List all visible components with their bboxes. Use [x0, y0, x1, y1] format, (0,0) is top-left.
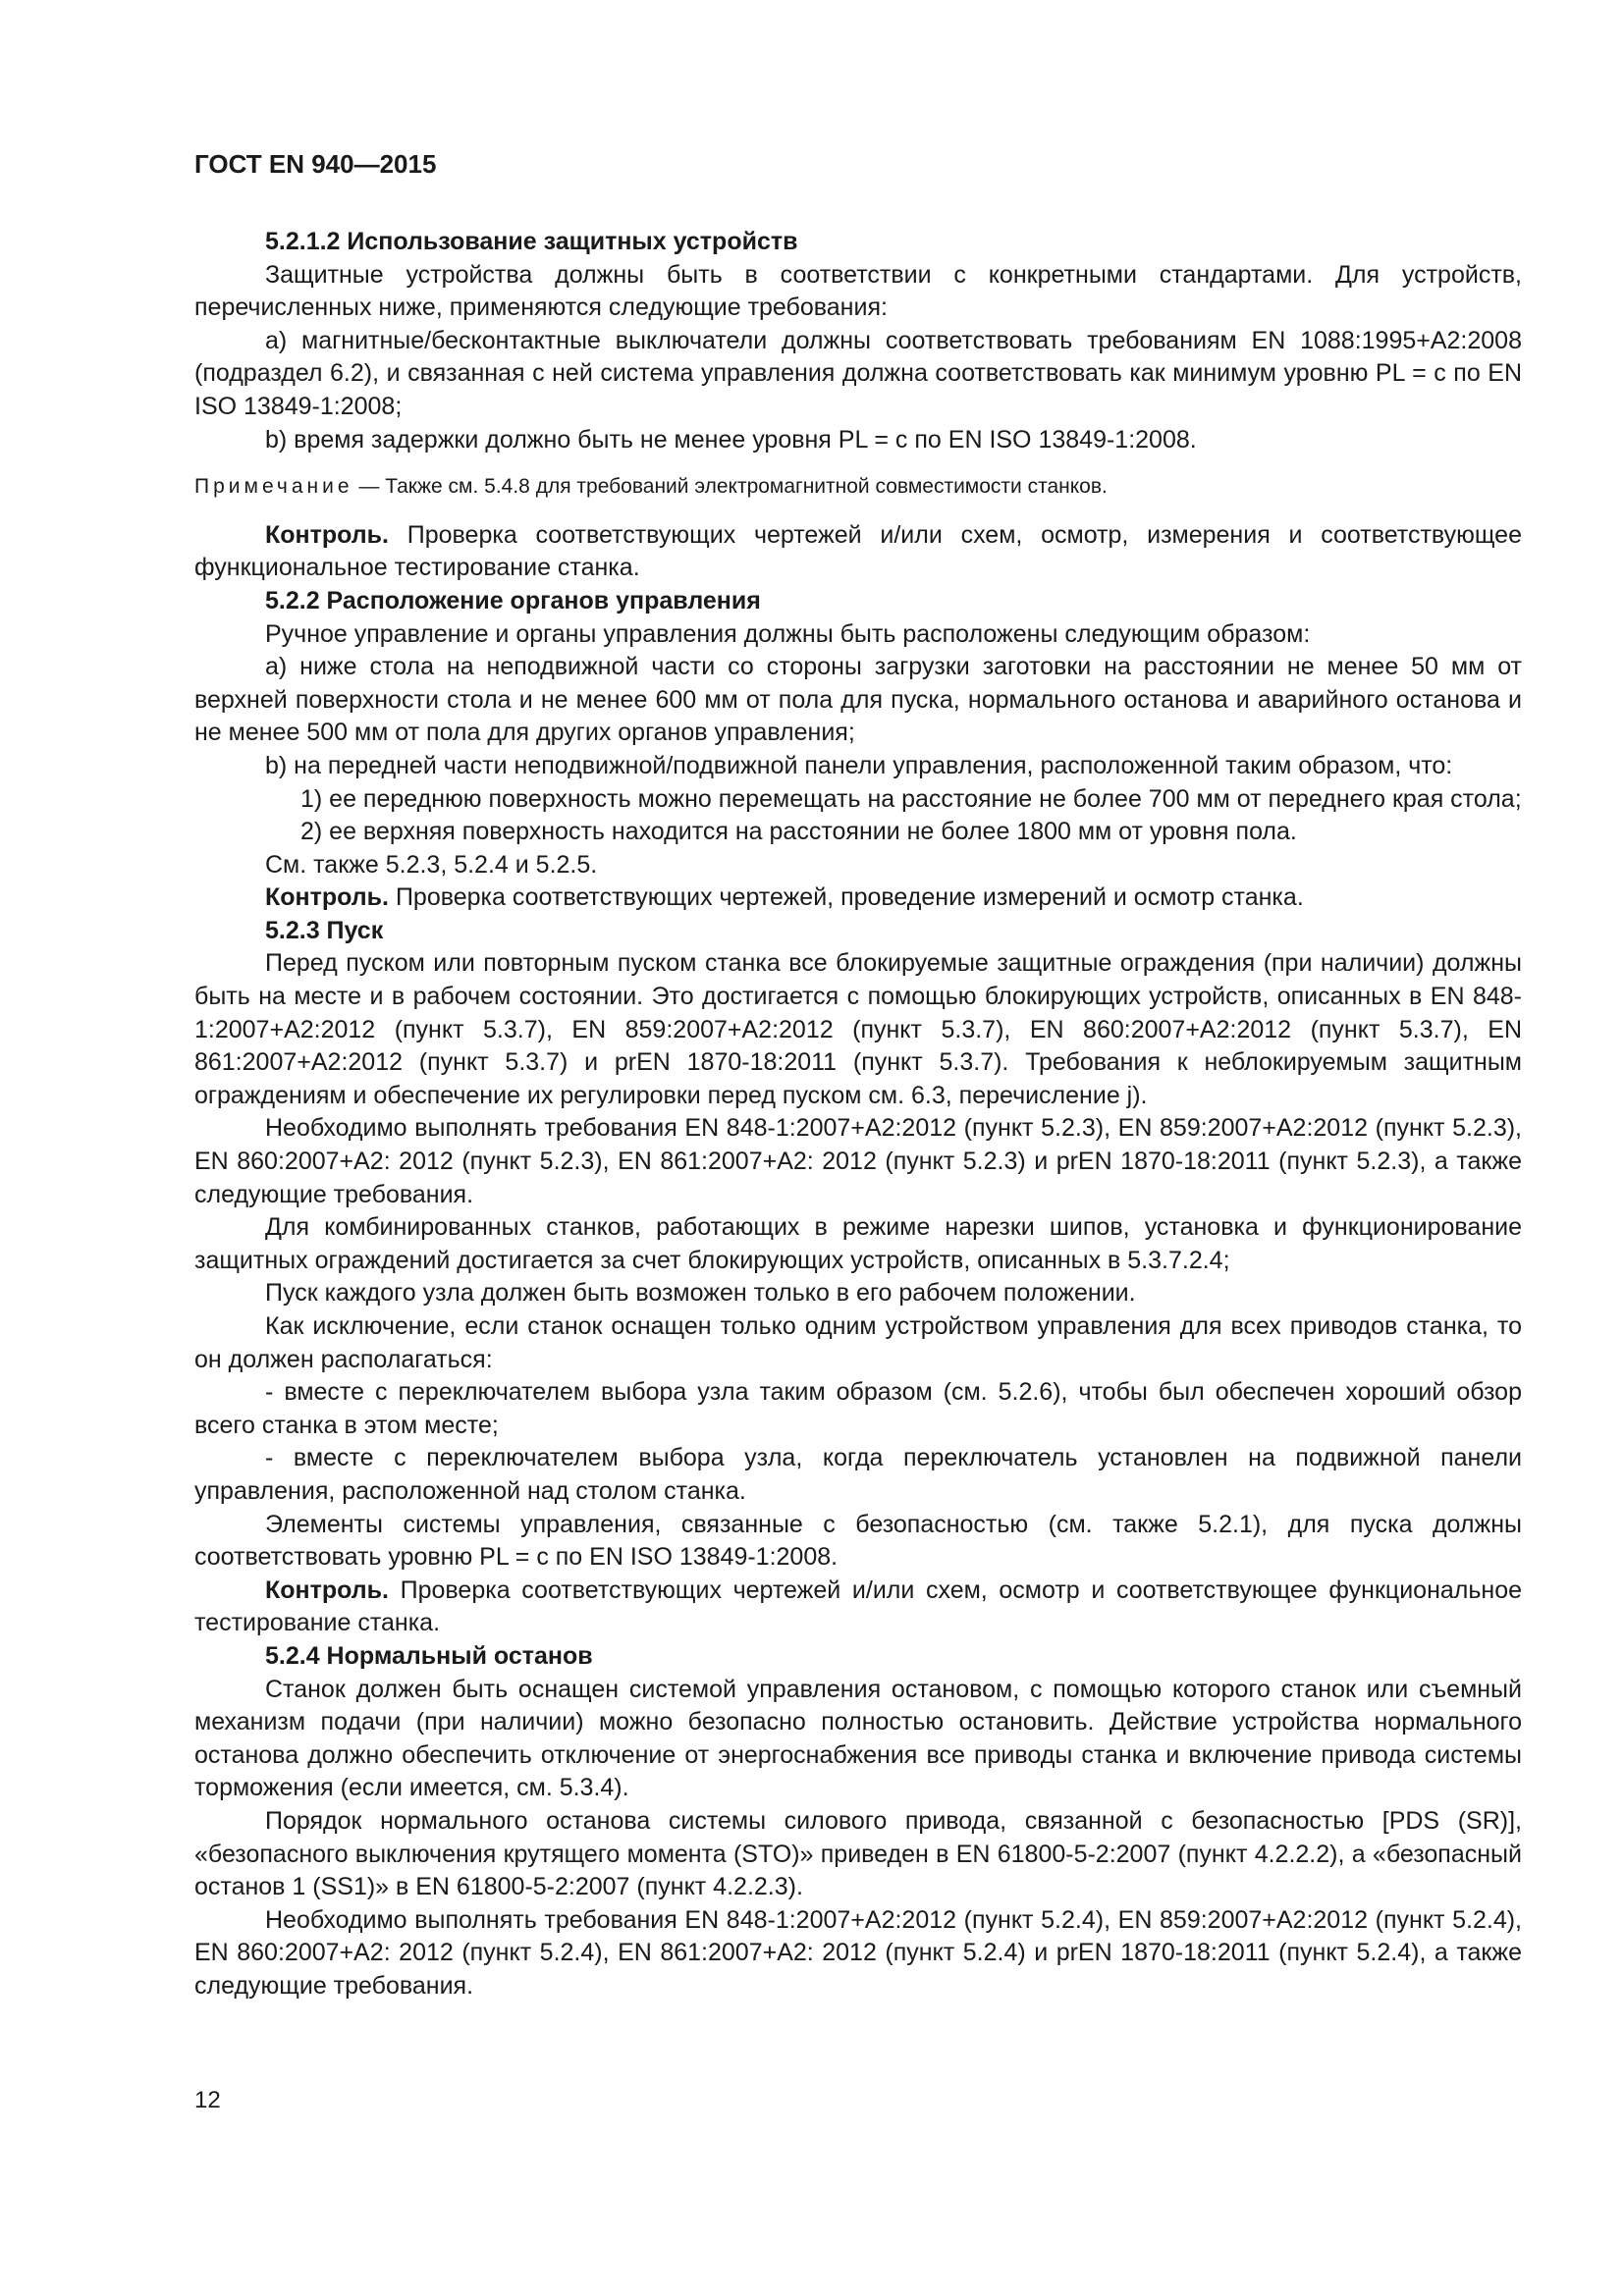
list-item: b) на передней части неподвижной/подвижной панели управления, расположенной таким образом, что:	[265, 751, 1453, 779]
list-item: - вместе с переключателем выбора узла, когда переключатель установлен на подвижной панели управления, расположенной над столом станка.	[194, 1444, 1522, 1505]
control-label: Контроль.	[265, 1575, 389, 1604]
control-text: Проверка соответствующих чертежей и/или схем, осмотр, измерения и соответствующее функциональное тестирование станка.	[194, 520, 1522, 582]
page-number: 12	[194, 2087, 221, 2113]
list-item: a) ниже стола на неподвижной части со стороны загрузки заготовки на расстоянии не менее 50 мм от верхней поверхности стола и не менее 600 мм от пола для пуска, нормального останова и аварийного останова и не менее 500 мм от пола для других органов управления;	[194, 653, 1522, 747]
control-paragraph	[194, 1575, 1522, 1640]
control-label: Контроль.	[265, 883, 389, 912]
note	[194, 470, 1522, 504]
control-text: Проверка соответствующих чертежей, проведение измерений и осмотр станка.	[389, 883, 1304, 912]
paragraph: Необходимо выполнять требования EN 848-1:2007+A2:2012 (пункт 5.2.3), EN 859:2007+A2:2012 (пункт 5.2.3), EN 860:2007+A2: 2012 (пункт 5.2.3), EN 861:2007+A2: 2012 (пункт 5.2.3) и prEN 1870-18:2011 (пункт 5.2.3), а также следующие требования.	[194, 1114, 1522, 1208]
list-item: b) время задержки должно быть не менее уровня PL = c по EN ISO 13849-1:2008.	[265, 425, 1197, 454]
sub-list-item: 2) ее верхняя поверхность находится на расстоянии не более 1800 мм от уровня пола.	[300, 818, 1297, 846]
paragraph: Для комбинированных станков, работающих в режиме нарезки шипов, установка и функционирование защитных ограждений достигается за счет блокирующих устройств, описанных в 5.3.7.2.4;	[194, 1213, 1522, 1274]
document-body	[194, 226, 1522, 2002]
paragraph: Защитные устройства должны быть в соответствии с конкретными стандартами. Для устройств, перечисленных ниже, применяются следующие требования:	[194, 260, 1522, 322]
note-text: — Также см. 5.4.8 для требований электромагнитной совместимости станков.	[352, 475, 1108, 499]
section-heading: 5.2.2 Расположение органов управления	[265, 586, 761, 614]
control-paragraph	[194, 519, 1522, 585]
note-label: Примечание	[194, 475, 353, 499]
paragraph: Порядок нормального останова системы силового привода, связанной с безопасностью [PDS (SR)], «безопасного выключения крутящего момента (STO)» приведен в EN 61800-5-2:2007 (пункт 4.2.2.2), а «безопасный останов 1 (SS1)» в EN 61800-5-2:2007 (пункт 4.2.2.3).	[194, 1806, 1522, 1901]
sub-list-item: 1) ее переднюю поверхность можно перемещать на расстояние не более 700 мм от переднего края стола;	[300, 784, 1522, 813]
paragraph: Перед пуском или повторным пуском станка все блокируемые защитные ограждения (при наличии) должны быть на месте и в рабочем состоянии. Это достигается с помощью блокирующих устройств, описанных в EN 848-1:2007+A2:2012 (пункт 5.3.7), EN 859:2007+A2:2012 (пункт 5.3.7), EN 860:2007+A2:2012 (пункт 5.3.7), EN 861:2007+A2:2012 (пункт 5.3.7) и prEN 1870-18:2011 (пункт 5.3.7). Требования к неблокируемым защитным ограждениям и обеспечение их регулировки перед пуском см. 6.3, перечисление j).	[194, 949, 1522, 1109]
control-label: Контроль.	[265, 520, 389, 549]
paragraph: Как исключение, если станок оснащен только одним устройством управления для всех приводов станка, то он должен располагаться:	[194, 1312, 1522, 1373]
paragraph: Ручное управление и органы управления должны быть расположены следующим образом:	[265, 619, 1311, 648]
paragraph: Пуск каждого узла должен быть возможен только в его рабочем положении.	[265, 1279, 1136, 1308]
paragraph: См. также 5.2.3, 5.2.4 и 5.2.5.	[265, 850, 598, 879]
paragraph: Станок должен быть оснащен системой управления остановом, с помощью которого станок или съемный механизм подачи (при наличии) можно безопасно полностью остановить. Действие устройства нормального останова должно обеспечить отключение от энергоснабжения все приводы станка и включение привода системы торможения (если имеется, см. 5.3.4).	[194, 1675, 1522, 1802]
section-heading: 5.2.1.2 Использование защитных устройств	[265, 228, 798, 255]
section-heading: 5.2.3 Пуск	[265, 916, 384, 944]
control-paragraph	[194, 881, 1522, 915]
paragraph: Необходимо выполнять требования EN 848-1:2007+A2:2012 (пункт 5.2.4), EN 859:2007+A2:2012 (пункт 5.2.4), EN 860:2007+A2: 2012 (пункт 5.2.4), EN 861:2007+A2: 2012 (пункт 5.2.4) и prEN 1870-18:2011 (пункт 5.2.4), а также следующие требования.	[194, 1905, 1522, 2000]
list-item: - вместе с переключателем выбора узла таким образом (см. 5.2.6), чтобы был обеспечен хороший обзор всего станка в этом месте;	[194, 1378, 1522, 1439]
document-header: ГОСТ EN 940—2015	[194, 149, 437, 179]
control-text: Проверка соответствующих чертежей и/или схем, осмотр и соответствующее функциональное тестирование станка.	[194, 1575, 1522, 1637]
section-heading: 5.2.4 Нормальный останов	[265, 1641, 593, 1670]
list-item: a) магнитные/бесконтактные выключатели должны соответствовать требованиям EN 1088:1995+A2:2008 (подраздел 6.2), и связанная с ней система управления должна соответствовать как минимум уровню PL = c по EN ISO 13849-1:2008;	[194, 326, 1522, 420]
paragraph: Элементы системы управления, связанные с безопасностью (см. также 5.2.1), для пуска должны соответствовать уровню PL = c по EN ISO 13849-1:2008.	[194, 1510, 1522, 1572]
